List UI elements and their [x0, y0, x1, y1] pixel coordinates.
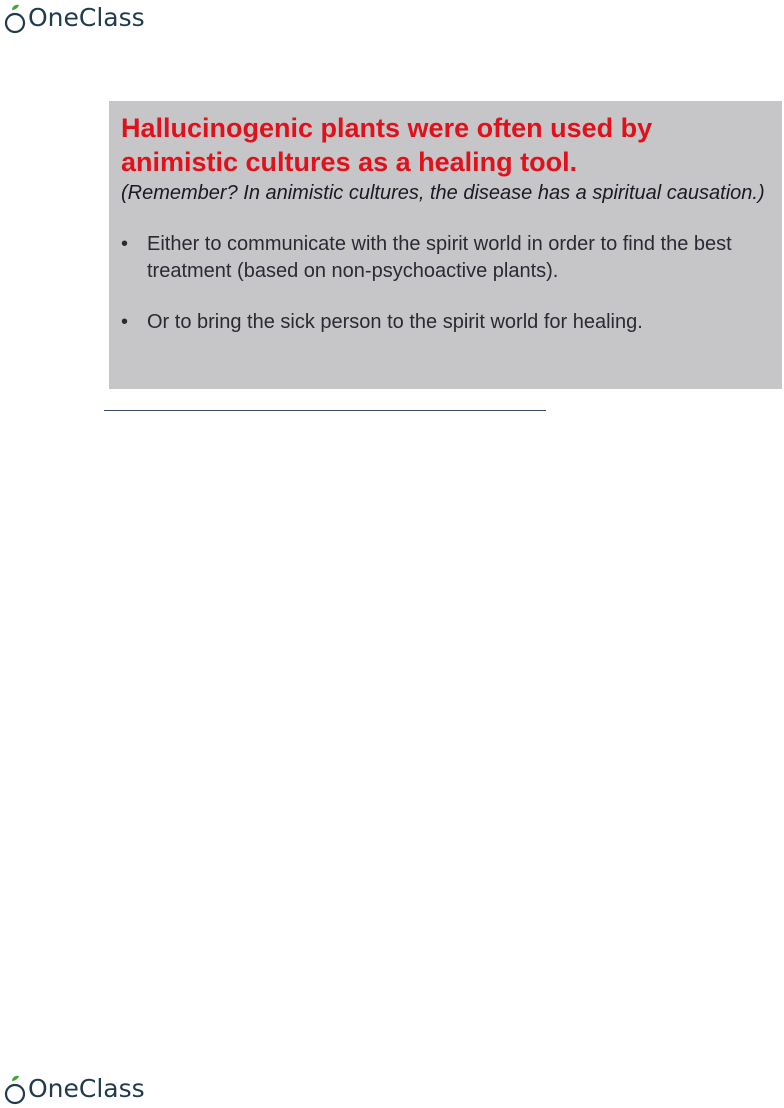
slide-image: [109, 101, 782, 389]
bullet-item: [121, 309, 770, 336]
slide-subtitle: (Remember? In animistic cultures, the disease has a spiritual causation.): [121, 182, 765, 204]
bullet-item: [121, 231, 770, 285]
apple-leaf-icon: [3, 1075, 27, 1105]
logo-wordmark: OneClass: [28, 1074, 145, 1103]
bullet-marker: •: [121, 233, 129, 255]
horizontal-rule: [104, 410, 546, 411]
oneclass-logo-header: [3, 0, 145, 34]
logo-wordmark: OneClass: [28, 3, 145, 32]
apple-leaf-icon: [3, 4, 27, 34]
slide-title: Hallucinogenic plants were often used by animistic cultures as a healing tool.: [121, 113, 653, 177]
oneclass-logo-footer: [3, 1071, 145, 1105]
bullet-list: [121, 231, 770, 336]
bullet-marker: •: [121, 311, 129, 333]
bullet-text: Either to communicate with the spirit world in order to find the best treatment (based on non-psychoactive plants).: [147, 233, 732, 282]
bullet-text: Or to bring the sick person to the spirit world for healing.: [147, 311, 643, 333]
